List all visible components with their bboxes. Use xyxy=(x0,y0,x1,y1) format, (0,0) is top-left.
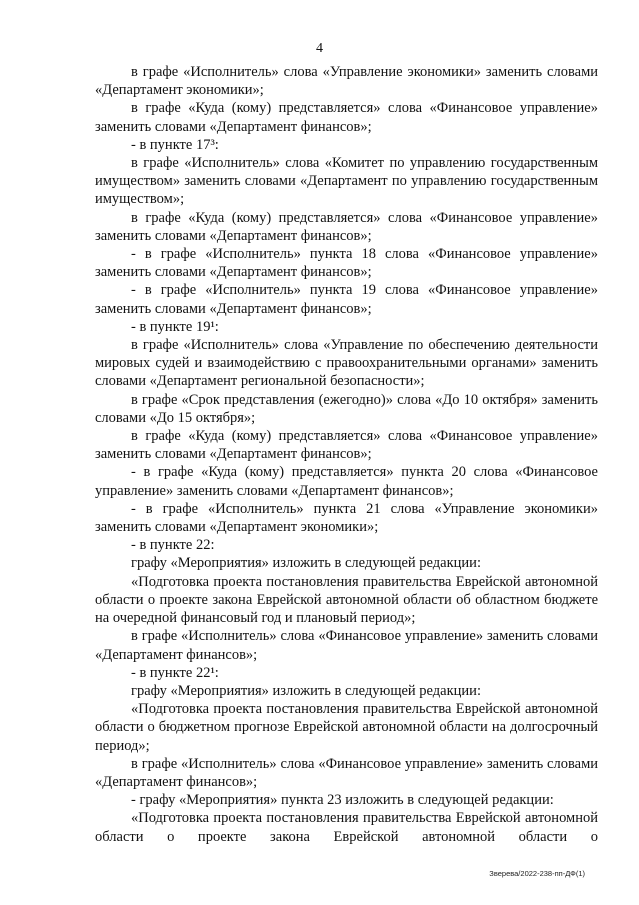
paragraph: «Подготовка проекта постановления правительства Еврейской автономной области о проекте закона Еврейской автономной области о xyxy=(95,810,598,845)
paragraph: - в графе «Куда (кому) представляется» пункта 20 слова «Финансовое управление» заменить словами «Департамент финансов»; xyxy=(95,464,598,499)
paragraph: в графе «Исполнитель» слова «Управление по обеспечению деятельности мировых судей и взаимодействию с правоохранительными органами» заменить словами «Департамент региональной безопасности»; xyxy=(95,337,598,390)
paragraph: - в графе «Исполнитель» пункта 18 слова «Финансовое управление» заменить словами «Департамент финансов»; xyxy=(95,246,598,281)
paragraph: графу «Мероприятия» изложить в следующей редакции: xyxy=(131,682,481,699)
paragraph: «Подготовка проекта постановления правительства Еврейской автономной области о бюджетном прогнозе Еврейской автономной области на долгосрочный период»; xyxy=(95,701,598,754)
paragraph: графу «Мероприятия» изложить в следующей редакции: xyxy=(131,555,481,572)
paragraph: в графе «Исполнитель» слова «Финансовое управление» заменить словами «Департамент финансов»; xyxy=(95,628,598,663)
paragraph: - в графе «Исполнитель» пункта 19 слова «Финансовое управление» заменить словами «Департамент финансов»; xyxy=(95,282,598,317)
document-reference-code: Зверева/2022-238-пп-ДФ(1) xyxy=(489,869,585,878)
paragraph: - графу «Мероприятия» пункта 23 изложить в следующей редакции: xyxy=(131,792,554,809)
paragraph: в графе «Куда (кому) представляется» слова «Финансовое управление» заменить словами «Департамент финансов»; xyxy=(95,209,598,244)
paragraph: в графе «Исполнитель» слова «Комитет по управлению государственным имуществом» заменить словами «Департамент по управлению государственным имуществом»; xyxy=(95,155,598,208)
paragraph: - в пункте 19¹: xyxy=(131,318,219,335)
page-number: 4 xyxy=(316,41,323,56)
paragraph: - в пункте 22: xyxy=(131,537,215,554)
document-body xyxy=(95,63,598,846)
paragraph: в графе «Куда (кому) представляется» слова «Финансовое управление» заменить словами «Департамент финансов»; xyxy=(95,100,598,135)
paragraph: - в пункте 17³: xyxy=(131,136,219,153)
paragraph: в графе «Срок представления (ежегодно)» слова «До 10 октября» заменить словами «До 15 октября»; xyxy=(95,391,598,426)
paragraph: в графе «Исполнитель» слова «Финансовое управление» заменить словами «Департамент финансов»; xyxy=(95,755,598,790)
paragraph: в графе «Исполнитель» слова «Управление экономики» заменить словами «Департамент экономики»; xyxy=(95,64,598,99)
paragraph: - в графе «Исполнитель» пункта 21 слова «Управление экономики» заменить словами «Департамент экономики»; xyxy=(95,500,598,536)
paragraph: «Подготовка проекта постановления правительства Еврейской автономной области о проекте закона Еврейской автономной области об областном бюджете на очередной финансовый год и плановый период»; xyxy=(95,573,598,627)
paragraph: в графе «Куда (кому) представляется» слова «Финансовое управление» заменить словами «Департамент финансов»; xyxy=(95,428,598,463)
paragraph: - в пункте 22¹: xyxy=(131,664,219,681)
